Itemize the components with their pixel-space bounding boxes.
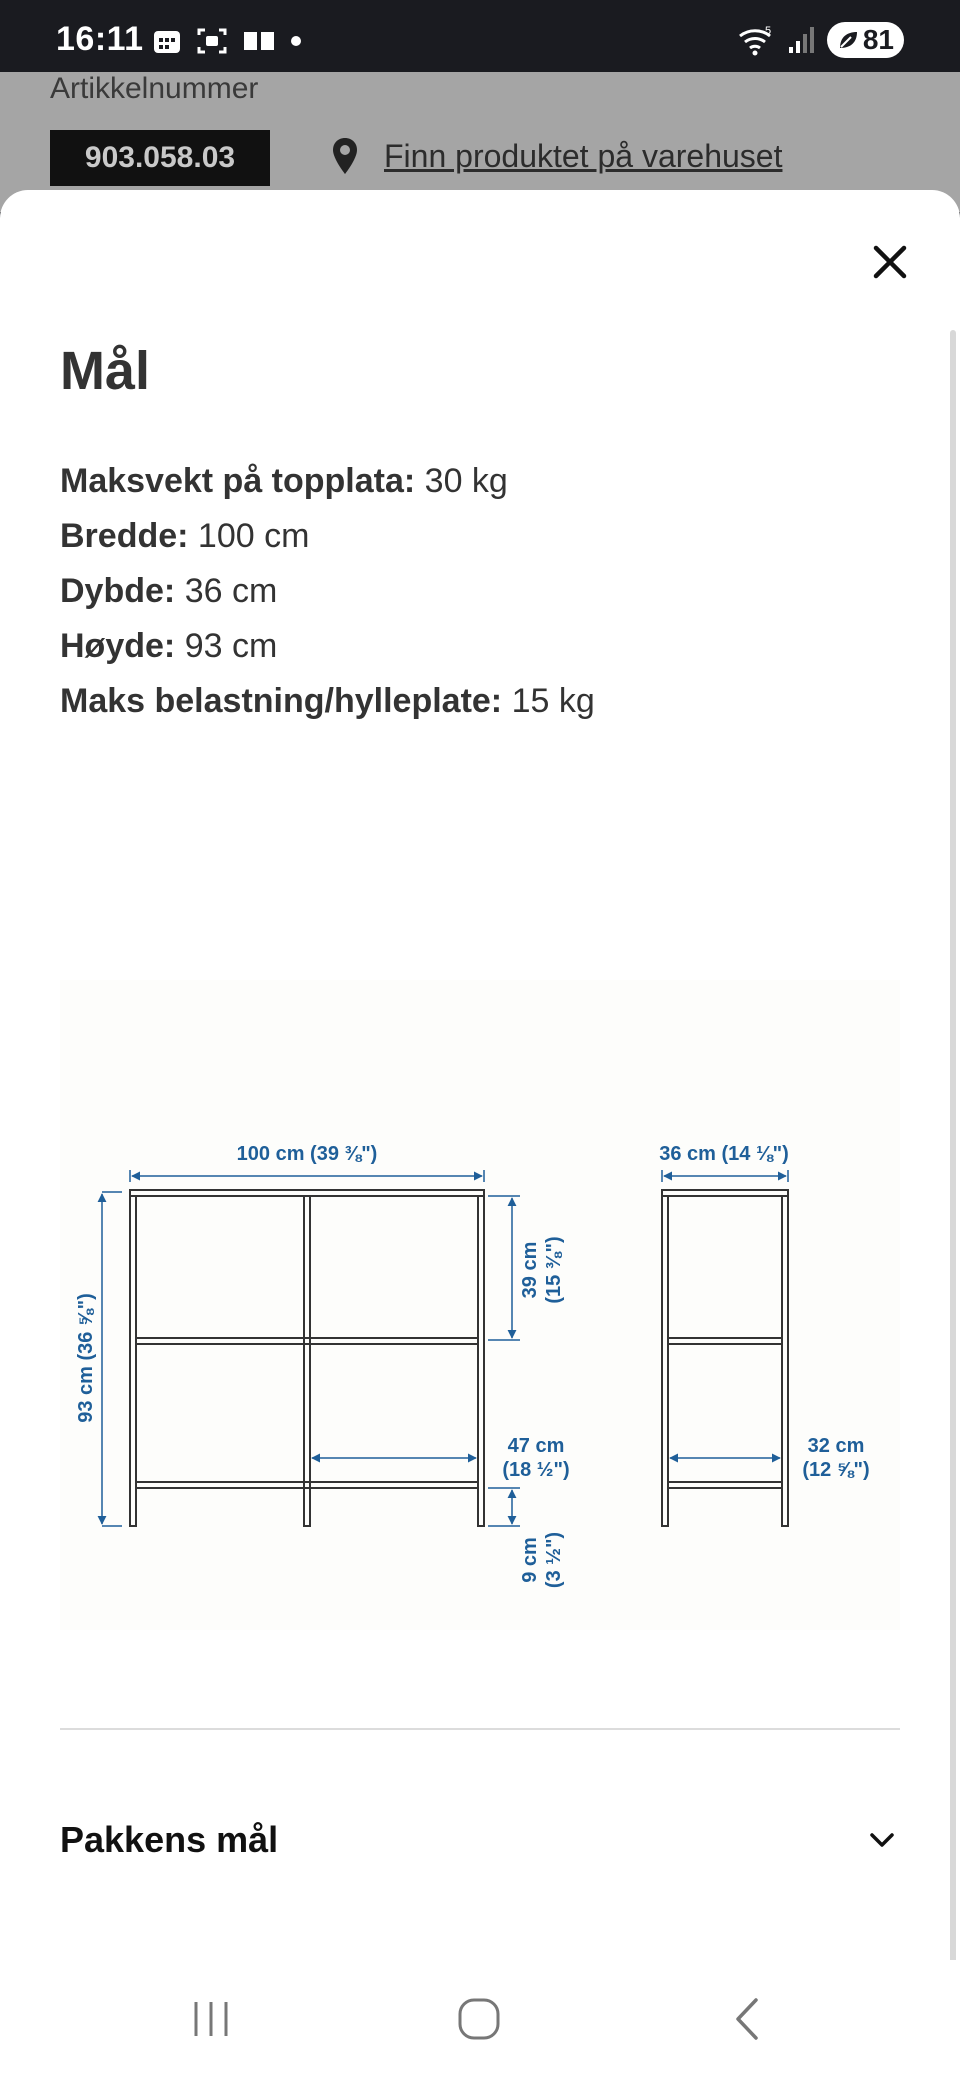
- navigation-bar: [0, 1960, 960, 2080]
- width-dimension-label: 100 cm (39 ⅜"): [236, 1143, 378, 1165]
- status-bar: [0, 0, 960, 72]
- dot-icon: [290, 35, 302, 47]
- inner-depth-in-label: (12 ⅝"): [802, 1459, 870, 1481]
- inner-width-cm-label: 47 cm: [507, 1435, 565, 1457]
- spec-row: [60, 454, 595, 509]
- find-in-store-link[interactable]: [330, 136, 782, 176]
- calendar-icon: [152, 26, 182, 56]
- article-number: 903.058.03: [50, 130, 270, 186]
- scrollbar[interactable]: [950, 330, 956, 1980]
- front-view-frame: [130, 1190, 484, 1526]
- foot-height-in-label: (3 ½"): [543, 1531, 565, 1589]
- accordion-label: Pakkens mål: [60, 1819, 279, 1860]
- recent-apps-icon[interactable]: [186, 1994, 236, 2044]
- spec-row: [60, 509, 595, 564]
- location-pin-icon: [330, 136, 360, 176]
- book-icon: [242, 28, 276, 54]
- spec-label: Høyde:: [60, 627, 176, 665]
- spec-label: Dybde:: [60, 572, 176, 610]
- sheet-title: Mål: [60, 341, 151, 401]
- spec-row: [60, 674, 595, 729]
- height-dimension-label: 93 cm (36 ⅝"): [75, 1293, 97, 1423]
- dimension-diagram: [60, 980, 900, 1630]
- chevron-down-icon: [864, 1822, 900, 1858]
- leaf-icon: [837, 29, 859, 51]
- spec-label: Bredde:: [60, 517, 189, 555]
- package-dimensions-accordion[interactable]: [60, 1810, 900, 1870]
- screenshot-icon: [196, 26, 228, 56]
- battery-indicator: [827, 22, 904, 58]
- article-number-label: Artikkelnummer: [50, 72, 259, 105]
- divider: [60, 1728, 900, 1730]
- spec-value: 36 cm: [184, 572, 278, 610]
- dimensions-sheet: [0, 190, 960, 2080]
- wifi-icon: [737, 24, 777, 56]
- side-dimension-lines: [662, 1170, 788, 1458]
- home-icon[interactable]: [454, 1994, 504, 2044]
- shelf-gap-cm-label: 39 cm: [519, 1241, 541, 1299]
- signal-icon: [787, 25, 817, 55]
- side-view-frame: [662, 1190, 788, 1526]
- spec-list: [60, 454, 595, 729]
- spec-row: [60, 564, 595, 619]
- system-icons: [737, 22, 904, 58]
- depth-dimension-label: 36 cm (14 ⅛"): [659, 1143, 789, 1165]
- back-icon[interactable]: [724, 1994, 774, 2044]
- spec-value: 15 kg: [511, 682, 595, 720]
- inner-depth-cm-label: 32 cm: [807, 1435, 865, 1457]
- find-in-store-label: Finn produktet på varehuset: [384, 137, 783, 174]
- foot-height-cm-label: 9 cm: [519, 1537, 541, 1583]
- battery-level: 81: [862, 24, 894, 55]
- spec-row: [60, 619, 595, 674]
- inner-width-in-label: (18 ½"): [502, 1459, 570, 1481]
- spec-value: 100 cm: [197, 517, 310, 555]
- notification-icons: [152, 26, 302, 56]
- shelf-gap-in-label: (15 ⅜"): [543, 1236, 565, 1304]
- spec-value: 93 cm: [184, 627, 278, 665]
- spec-label: Maks belastning/hylleplate:: [60, 682, 503, 720]
- spec-label: Maksvekt på topplata:: [60, 462, 416, 500]
- status-time: 16:11: [56, 20, 144, 58]
- wifi-label: 5: [764, 25, 771, 37]
- close-icon[interactable]: [866, 238, 914, 286]
- spec-value: 30 kg: [424, 462, 508, 500]
